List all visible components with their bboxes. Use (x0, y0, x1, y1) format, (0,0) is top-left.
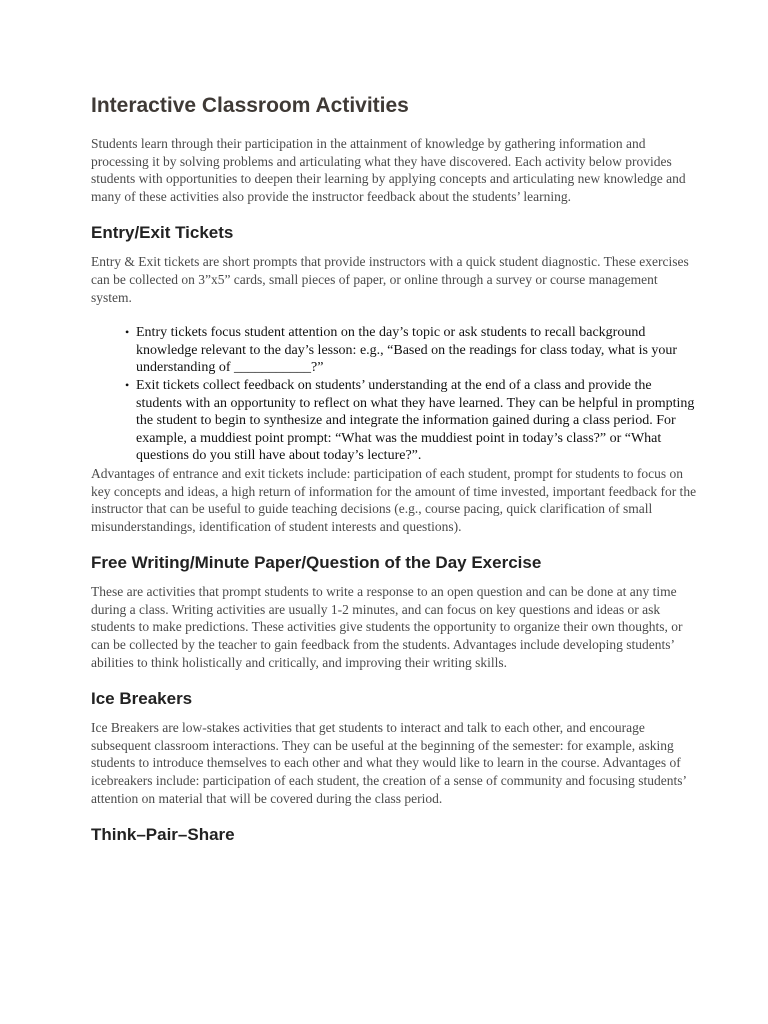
free-writing-paragraph: These are activities that prompt students to write a response to an open question and can be done at any time during a class. Writing activities are usually 1-2 minutes, and can focus on key questions and ideas or ask students to make predictions. These activities give students the opportunity to organize their own thoughts, or can be collected by the teacher to gain feedback from the students. Advantages include developing students’ abilities to think holistically and critically, and improving their writing skills. (91, 584, 683, 670)
bullet-icon: • (125, 325, 130, 340)
section-heading-think-pair-share: Think–Pair–Share (91, 825, 235, 845)
intro-paragraph: Students learn through their participation in the attainment of knowledge by gathering information and processing it by solving problems and articulating what they have discovered. Each activity below provides students with opportunities to deepen their learning by applying concepts and articulating new knowledge and many of these activities also provide the instructor feedback about the students’ learning. (91, 136, 686, 204)
entry-exit-paragraph: Entry & Exit tickets are short prompts that provide instructors with a quick student diagnostic. These exercises can be collected on 3”x5” cards, small pieces of paper, or online through a survey or course management system. (91, 254, 689, 305)
page-title: Interactive Classroom Activities (91, 94, 409, 117)
list-item (125, 324, 698, 377)
entry-exit-advantages-paragraph: Advantages of entrance and exit tickets include: participation of each student, prompt for students to focus on key concepts and ideas, a high return of information for the amount of time invested, important feedback for the instructor that can be useful to guide teaching decisions (e.g., course pacing, quick clarification of small misunderstandings, identification of student interests and questions). (91, 465, 697, 534)
section-heading-free-writing: Free Writing/Minute Paper/Question of the Day Exercise (91, 553, 542, 573)
entry-exit-list (91, 324, 698, 465)
ice-breakers-paragraph: Ice Breakers are low-stakes activities that get students to interact and talk to each other, and encourage subsequent classroom interactions. They can be useful at the beginning of the semester: for example, asking students to introduce themselves to each other and what they would like to learn in the course. Advantages of icebreakers include: participation of each student, the creation of a sense of community and focusing students’ attention on material that will be covered during the class period. (91, 720, 687, 806)
list-item (125, 377, 698, 465)
section-heading-entry-exit: Entry/Exit Tickets (91, 223, 234, 243)
list-item-text: Entry tickets focus student attention on the day’s topic or ask students to recall background knowledge relevant to the day’s lesson: e.g., “Based on the readings for class today, what is your understanding of ___________?” (136, 325, 678, 376)
section-heading-ice-breakers: Ice Breakers (91, 689, 193, 709)
list-item-text: Exit tickets collect feedback on students’ understanding at the end of a class and provide the students with an opportunity to reflect on what they have learned. They can be helpful in prompting the student to begin to synthesize and integrate the information gained during a class period. For example, a muddiest point prompt: “What was the muddiest point in today’s class?” or “What questions do you still have about today’s lecture?”. (136, 377, 695, 464)
bullet-icon: • (125, 377, 130, 392)
